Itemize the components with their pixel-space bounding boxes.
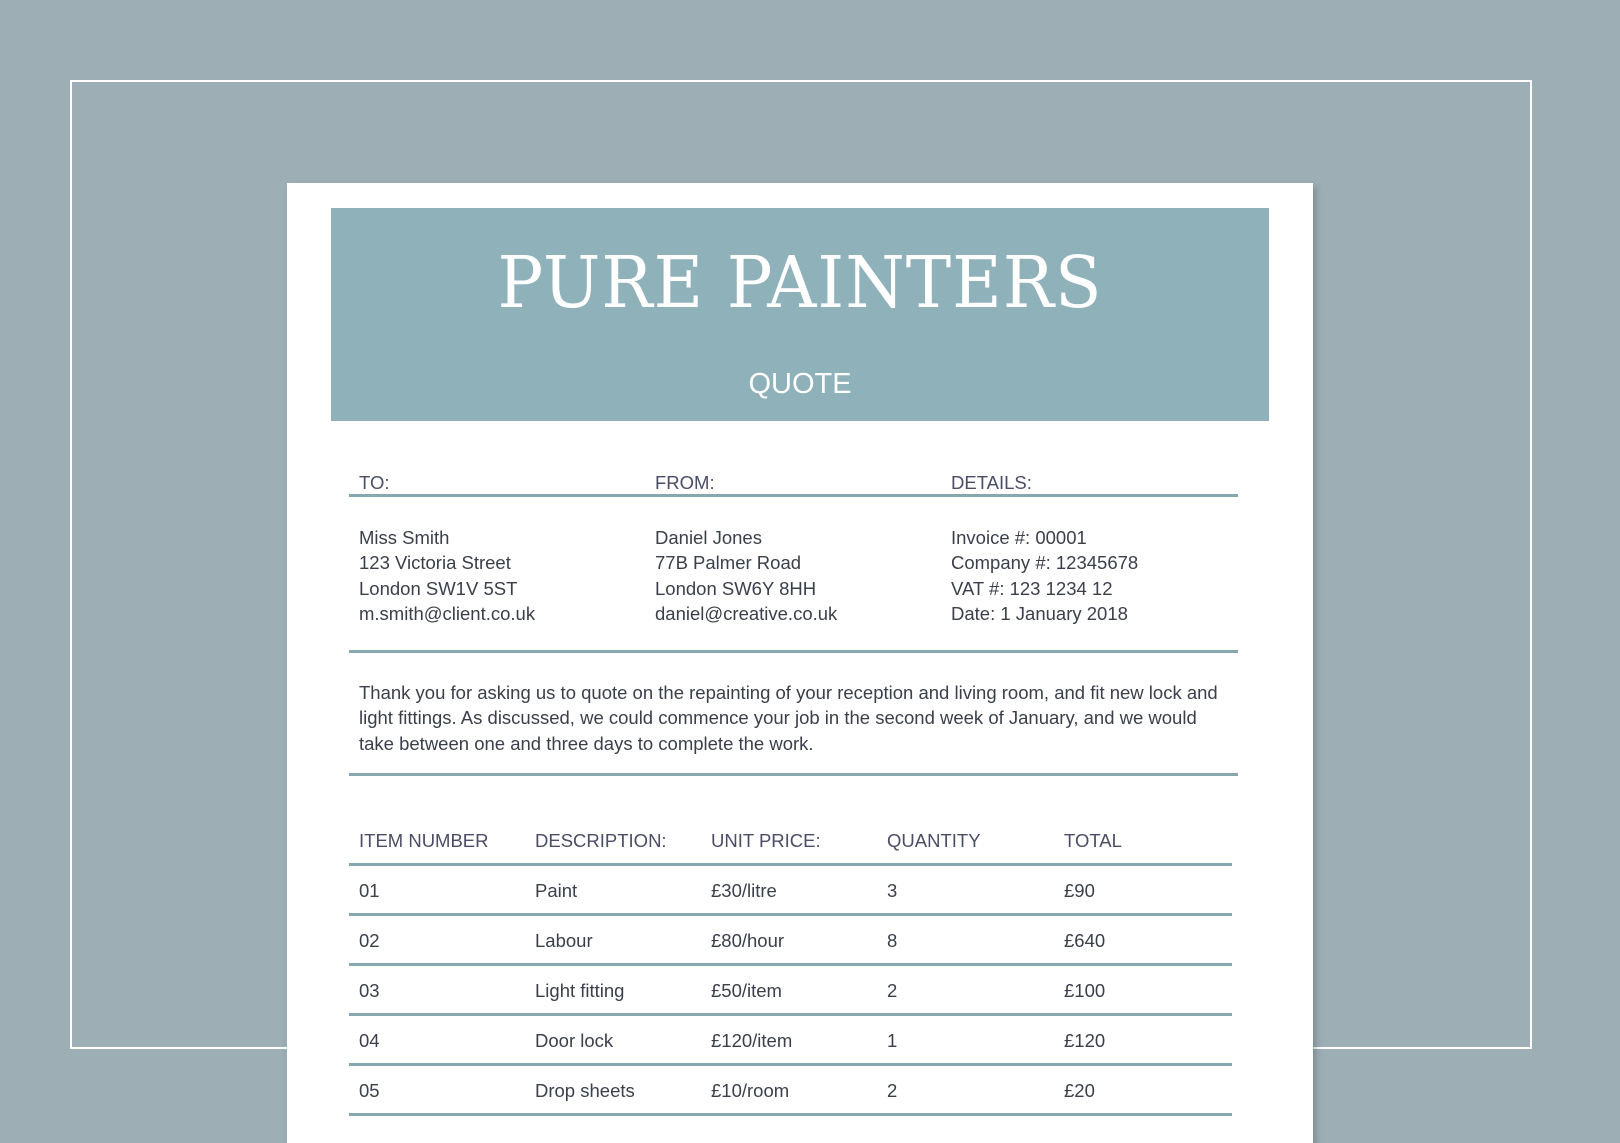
sender-email: daniel@creative.co.uk — [655, 603, 838, 625]
item-number-cell: 02 — [359, 930, 380, 951]
total-cell: £90 — [1064, 880, 1095, 901]
unit-price-cell: £50/item — [711, 980, 782, 1001]
description-cell: Drop sheets — [535, 1080, 635, 1101]
description-cell: Paint — [535, 880, 578, 901]
column-header-item-number: ITEM NUMBER — [359, 830, 489, 851]
recipient-address — [359, 525, 535, 627]
company-name: PURE PAINTERS — [497, 242, 1103, 325]
total-cell: £20 — [1064, 1080, 1095, 1101]
quantity-cell: 2 — [887, 980, 898, 1001]
column-header-total: TOTAL — [1064, 830, 1122, 851]
quantity-cell: 2 — [887, 1080, 898, 1101]
item-number-cell: 05 — [359, 1080, 380, 1101]
description-cell: Door lock — [535, 1030, 614, 1051]
quote-document — [287, 183, 1313, 1143]
header-rule — [349, 494, 1238, 497]
recipient-street: 123 Victoria Street — [359, 552, 511, 574]
table-row — [349, 866, 1232, 916]
quote-details — [951, 525, 1138, 627]
total-cell: £640 — [1064, 930, 1106, 951]
invoice-number: Invoice #: 00001 — [951, 527, 1087, 548]
total-cell: £120 — [1064, 1030, 1106, 1051]
column-header-unit-price: UNIT PRICE: — [711, 830, 821, 851]
recipient-city: London SW1V 5ST — [359, 577, 518, 599]
document-type: QUOTE — [748, 368, 852, 400]
quantity-cell: 3 — [887, 880, 898, 901]
item-number-cell: 03 — [359, 980, 380, 1001]
sender-street: 77B Palmer Road — [655, 552, 802, 574]
row-divider — [349, 1113, 1232, 1116]
table-row — [349, 1016, 1232, 1066]
quote-date: Date: 1 January 2018 — [951, 603, 1128, 625]
quantity-cell: 1 — [887, 1030, 898, 1051]
address-rule — [349, 650, 1238, 653]
item-number-cell: 01 — [359, 880, 380, 901]
total-cell: £100 — [1064, 980, 1106, 1001]
to-heading: TO: — [359, 472, 390, 493]
unit-price-cell: £80/hour — [711, 930, 785, 951]
unit-price-cell: £10/room — [711, 1080, 790, 1101]
column-header-quantity: QUANTITY — [887, 830, 981, 851]
table-row — [349, 916, 1232, 966]
unit-price-cell: £30/litre — [711, 880, 777, 901]
recipient-name: Miss Smith — [359, 527, 450, 548]
item-number-cell: 04 — [359, 1030, 380, 1051]
company-number: Company #: 12345678 — [951, 552, 1139, 574]
sender-city: London SW6Y 8HH — [655, 577, 817, 599]
table-row — [349, 966, 1232, 1016]
unit-price-cell: £120/item — [711, 1030, 793, 1051]
intro-rule — [349, 773, 1238, 776]
sender-name: Daniel Jones — [655, 527, 762, 548]
vat-number: VAT #: 123 1234 12 — [951, 577, 1113, 599]
description-cell: Labour — [535, 930, 593, 951]
recipient-email: m.smith@client.co.uk — [359, 603, 536, 625]
details-heading: DETAILS: — [951, 472, 1032, 493]
from-heading: FROM: — [655, 472, 715, 493]
quantity-cell: 8 — [887, 930, 898, 951]
column-header-description: DESCRIPTION: — [535, 830, 667, 851]
sender-address — [655, 525, 837, 627]
header-banner — [331, 208, 1269, 421]
intro-paragraph: Thank you for asking us to quote on the repainting of your reception and living room, and fit new lock and light fittings. As discussed, we could commence your job in the second week of January, and we would take between one and three days to complete the work. — [359, 682, 1218, 754]
table-row — [349, 1066, 1232, 1116]
description-cell: Light fitting — [535, 980, 625, 1001]
